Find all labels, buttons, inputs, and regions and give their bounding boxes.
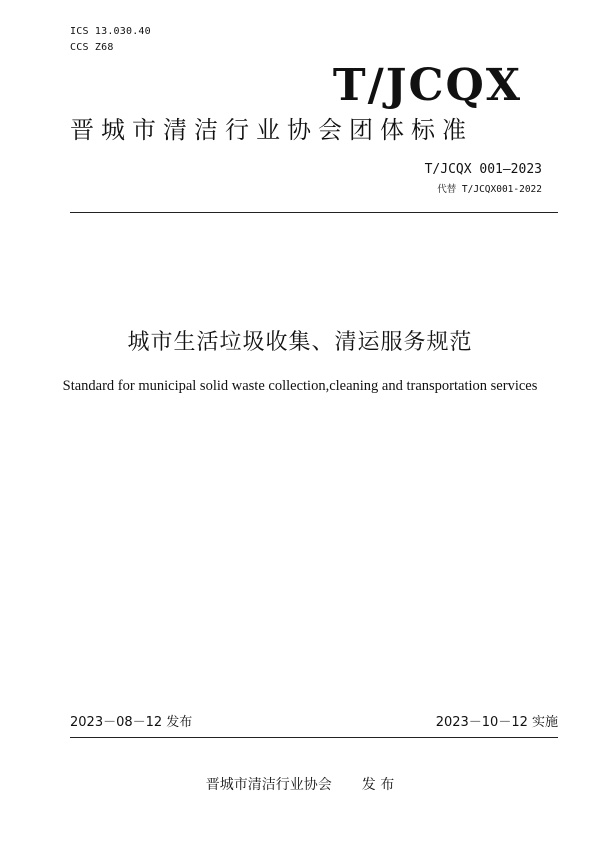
ccs-code: CCS Z68 [70, 42, 114, 53]
top-divider [70, 212, 558, 213]
standard-number: T/JCQX 001—2023 [424, 162, 542, 177]
publisher-line [0, 776, 600, 794]
standard-code-logo: T/JCQX [332, 60, 522, 111]
document-title-chinese: 城市生活垃圾收集、清运服务规范 [127, 330, 473, 355]
publish-action: 发 布 [361, 777, 395, 793]
ics-code: ICS 13.030.40 [70, 26, 151, 37]
replaces-standard: 代替 T/JCQX001-2022 [437, 184, 542, 195]
document-title-english: Standard for municipal solid waste collection,cleaning and transportation services [62, 378, 538, 394]
implementation-date: 2023－10－12 实施 [435, 715, 558, 730]
organization-standard-title: 晋城市清洁行业协会团体标准 [70, 116, 473, 144]
publish-date: 2023－08－12 发布 [70, 715, 193, 730]
bottom-divider [70, 737, 558, 738]
publisher-name: 晋城市清洁行业协会 [205, 777, 332, 793]
